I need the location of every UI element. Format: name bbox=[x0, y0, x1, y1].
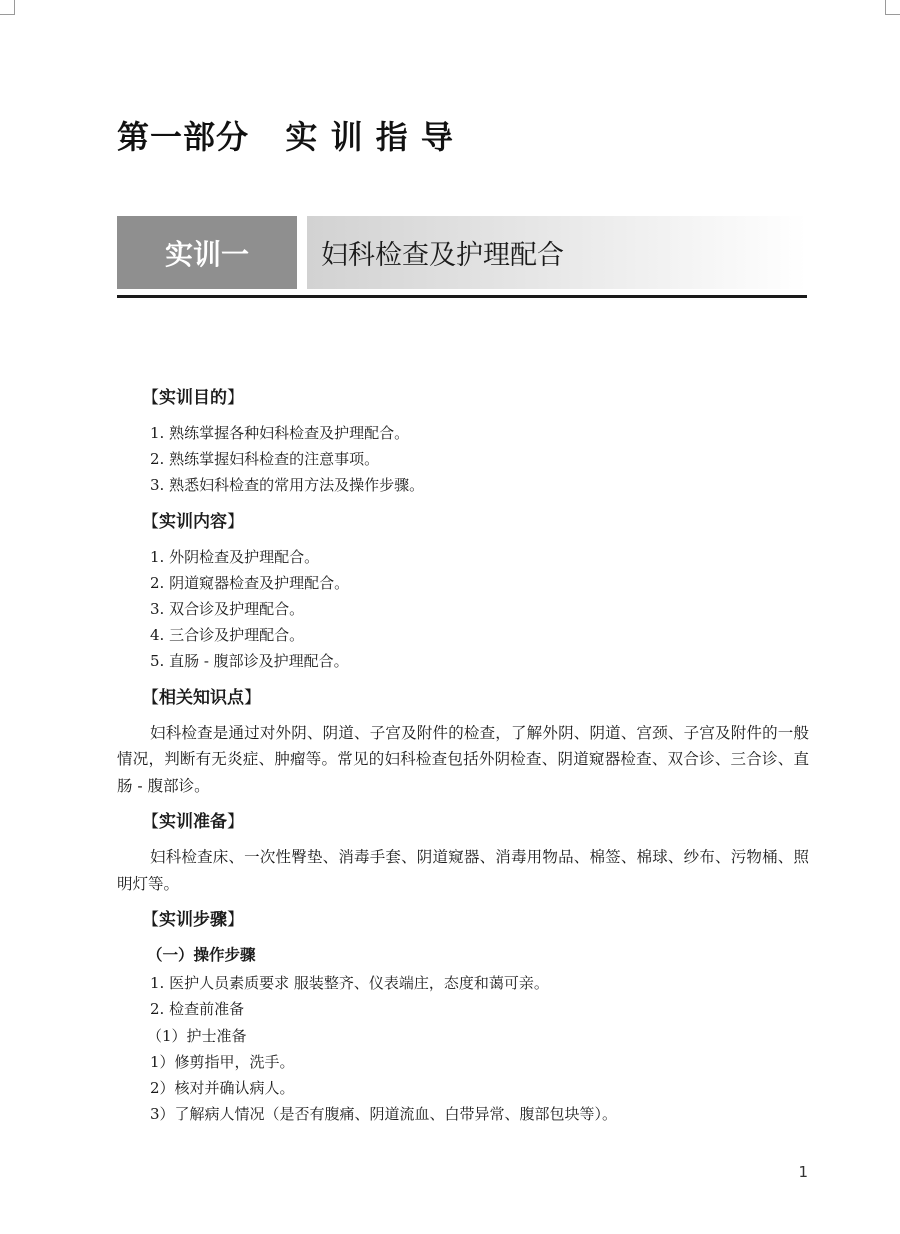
section-heading-knowledge: 【相关知识点】 bbox=[142, 687, 261, 708]
step-item: 3）了解病人情况（是否有腹痛、阴道流血、白带异常、腹部包块等）。 bbox=[150, 1105, 618, 1124]
step-item: 1. 医护人员素质要求 服装整齐、仪表端庄，态度和蔼可亲。 bbox=[150, 974, 549, 993]
list-item: 3. 双合诊及护理配合。 bbox=[150, 600, 305, 619]
chapter-banner bbox=[117, 216, 807, 298]
knowledge-paragraph: 妇科检查是通过对外阴、阴道、子宫及附件的检查，了解外阴、阴道、宫颈、子宫及附件的一般情况，判断有无炎症、肿瘤等。常见的妇科检查包括外阴检查、阴道窥器检查、双合诊、三合诊、直肠 - 腹部诊。 bbox=[117, 723, 809, 795]
step-item: 2）核对并确认病人。 bbox=[150, 1078, 295, 1097]
section-heading-objectives: 【实训目的】 bbox=[142, 388, 244, 408]
list-item: 1. 熟练掌握各种妇科检查及护理配合。 bbox=[150, 424, 410, 442]
content-list bbox=[117, 544, 809, 675]
chapter-title: 妇科检查及护理配合 bbox=[307, 216, 807, 289]
objectives-list bbox=[117, 420, 809, 499]
step-item: （1）护士准备 bbox=[147, 1026, 247, 1045]
steps-list bbox=[117, 970, 809, 1127]
preparation-paragraph: 妇科检查床、一次性臀垫、消毒手套、阴道窥器、消毒用物品、棉签、棉球、纱布、污物桶、照明灯等。 bbox=[117, 848, 809, 893]
list-item: 3. 熟悉妇科检查的常用方法及操作步骤。 bbox=[150, 476, 425, 495]
chapter-rule bbox=[117, 295, 807, 298]
step-item: 2. 检查前准备 bbox=[150, 1000, 245, 1019]
crop-mark-left bbox=[0, 0, 15, 15]
list-item: 5. 直肠 - 腹部诊及护理配合。 bbox=[150, 652, 349, 671]
steps-subheading: （一）操作步骤 bbox=[147, 946, 256, 965]
section-heading-steps: 【实训步骤】 bbox=[142, 910, 244, 931]
list-item: 2. 熟练掌握妇科检查的注意事项。 bbox=[150, 450, 380, 469]
page-content bbox=[117, 385, 809, 1127]
part-title: 第一部分 实 训 指 导 bbox=[117, 118, 454, 156]
list-item: 1. 外阴检查及护理配合。 bbox=[150, 547, 320, 566]
section-heading-content: 【实训内容】 bbox=[142, 511, 244, 532]
page-number: 1 bbox=[798, 1163, 808, 1181]
chapter-label: 实训一 bbox=[117, 216, 297, 289]
crop-mark-right bbox=[885, 0, 900, 15]
step-item: 1）修剪指甲，洗手。 bbox=[150, 1052, 295, 1071]
section-heading-preparation: 【实训准备】 bbox=[142, 812, 244, 833]
list-item: 4. 三合诊及护理配合。 bbox=[150, 626, 305, 645]
list-item: 2. 阴道窥器检查及护理配合。 bbox=[150, 573, 350, 592]
